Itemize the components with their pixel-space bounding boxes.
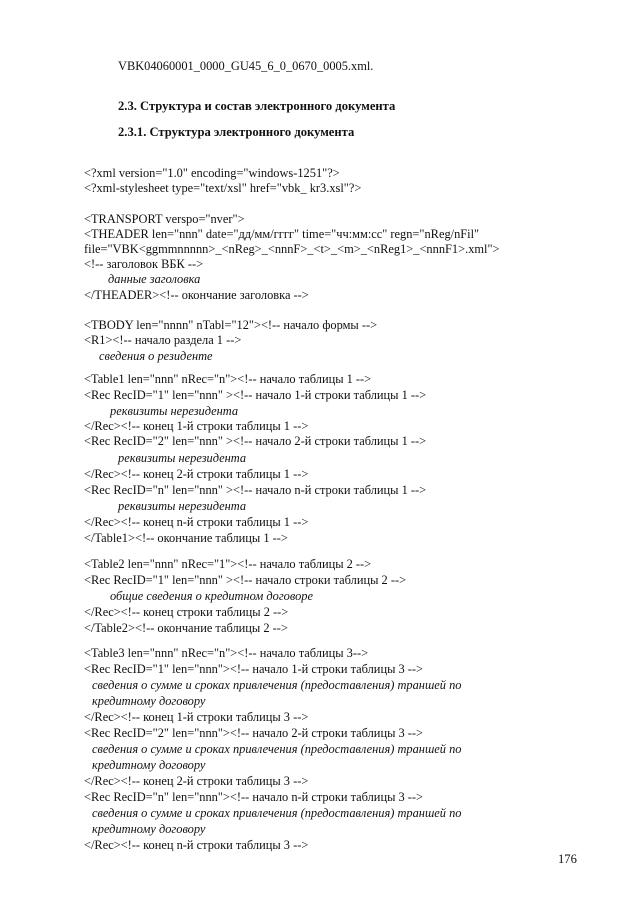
code-line: <Table2 len="nnn" nRec="1"><!-- начало таблицы 2 --> [84, 557, 372, 571]
description-line: сведения о резиденте [99, 349, 213, 363]
code-line: <Rec RecID="1" len="nnn"><!-- начало 1-й строки таблицы 3 --> [84, 662, 424, 676]
page-number: 176 [558, 852, 577, 866]
description-line: кредитному договору [92, 758, 206, 772]
code-line: <Table3 len="nnn" nRec="n"><!-- начало таблицы 3--> [84, 646, 369, 660]
code-line: </Rec><!-- конец 1-й строки таблицы 1 --> [84, 419, 309, 433]
code-line: <Rec RecID="2" len="nnn" ><!-- начало 2-й строки таблицы 1 --> [84, 434, 427, 448]
description-line: общие сведения о кредитном договоре [110, 589, 313, 603]
code-line: </Rec><!-- конец 2-й строки таблицы 1 --> [84, 467, 309, 481]
description-line: реквизиты нерезидента [118, 499, 247, 513]
code-line: <Rec RecID="n" len="nnn"><!-- начало n-й строки таблицы 3 --> [84, 790, 424, 804]
code-line: <Rec RecID="1" len="nnn" ><!-- начало строки таблицы 2 --> [84, 573, 407, 587]
header-filename: VBK04060001_0000_GU45_6_0_0670_0005.xml. [118, 59, 374, 73]
code-line: </Rec><!-- конец 2-й строки таблицы 3 --> [84, 774, 309, 788]
code-line: </THEADER><!-- окончание заголовка --> [84, 288, 309, 302]
code-line: </Rec><!-- конец 1-й строки таблицы 3 --> [84, 710, 309, 724]
code-line: </Table2><!-- окончание таблицы 2 --> [84, 621, 288, 635]
code-line: <Table1 len="nnn" nRec="n"><!-- начало таблицы 1 --> [84, 372, 372, 386]
code-line: <Rec RecID="1" len="nnn" ><!-- начало 1-й строки таблицы 1 --> [84, 388, 427, 402]
description-line: сведения о сумме и сроках привлечения (предоставления) траншей по [92, 678, 462, 692]
code-line: <Rec RecID="2" len="nnn"><!-- начало 2-й строки таблицы 3 --> [84, 726, 424, 740]
description-line: сведения о сумме и сроках привлечения (предоставления) траншей по [92, 806, 462, 820]
code-line: <?xml version="1.0" encoding="windows-1251"?> [84, 166, 340, 180]
description-line: кредитному договору [92, 694, 206, 708]
code-line: </Rec><!-- конец n-й строки таблицы 3 --> [84, 838, 309, 852]
code-line: <!-- заголовок ВБК --> [84, 257, 204, 271]
section-title: 2.3. Структура и состав электронного документа [118, 99, 396, 113]
code-line: <?xml-stylesheet type="text/xsl" href="vbk_ kr3.xsl"?> [84, 181, 362, 195]
code-line: file="VBK<ggmmnnnnn>_<nReg>_<nnnF>_<t>_<m>_<nReg1>_<nnnF1>.xml"> [84, 242, 500, 256]
description-line: сведения о сумме и сроках привлечения (предоставления) траншей по [92, 742, 462, 756]
code-line: <Rec RecID="n" len="nnn" ><!-- начало n-й строки таблицы 1 --> [84, 483, 427, 497]
description-line: данные заголовка [108, 272, 201, 286]
code-line: <R1><!-- начало раздела 1 --> [84, 333, 242, 347]
code-line: <TRANSPORT verspo="nver"> [84, 212, 245, 226]
code-line: </Rec><!-- конец n-й строки таблицы 1 --> [84, 515, 309, 529]
description-line: кредитному договору [92, 822, 206, 836]
code-line: </Rec><!-- конец строки таблицы 2 --> [84, 605, 289, 619]
description-line: реквизиты нерезидента [110, 404, 239, 418]
code-line: <TBODY len="nnnn" nTabl="12"><!-- начало формы --> [84, 318, 378, 332]
code-line: <THEADER len="nnn" date="дд/мм/гггг" time="чч:мм:сс" regn="nReg/nFil" [84, 227, 480, 241]
description-line: реквизиты нерезидента [118, 451, 247, 465]
code-line: </Table1><!-- окончание таблицы 1 --> [84, 531, 288, 545]
subsection-title: 2.3.1. Структура электронного документа [118, 125, 355, 139]
